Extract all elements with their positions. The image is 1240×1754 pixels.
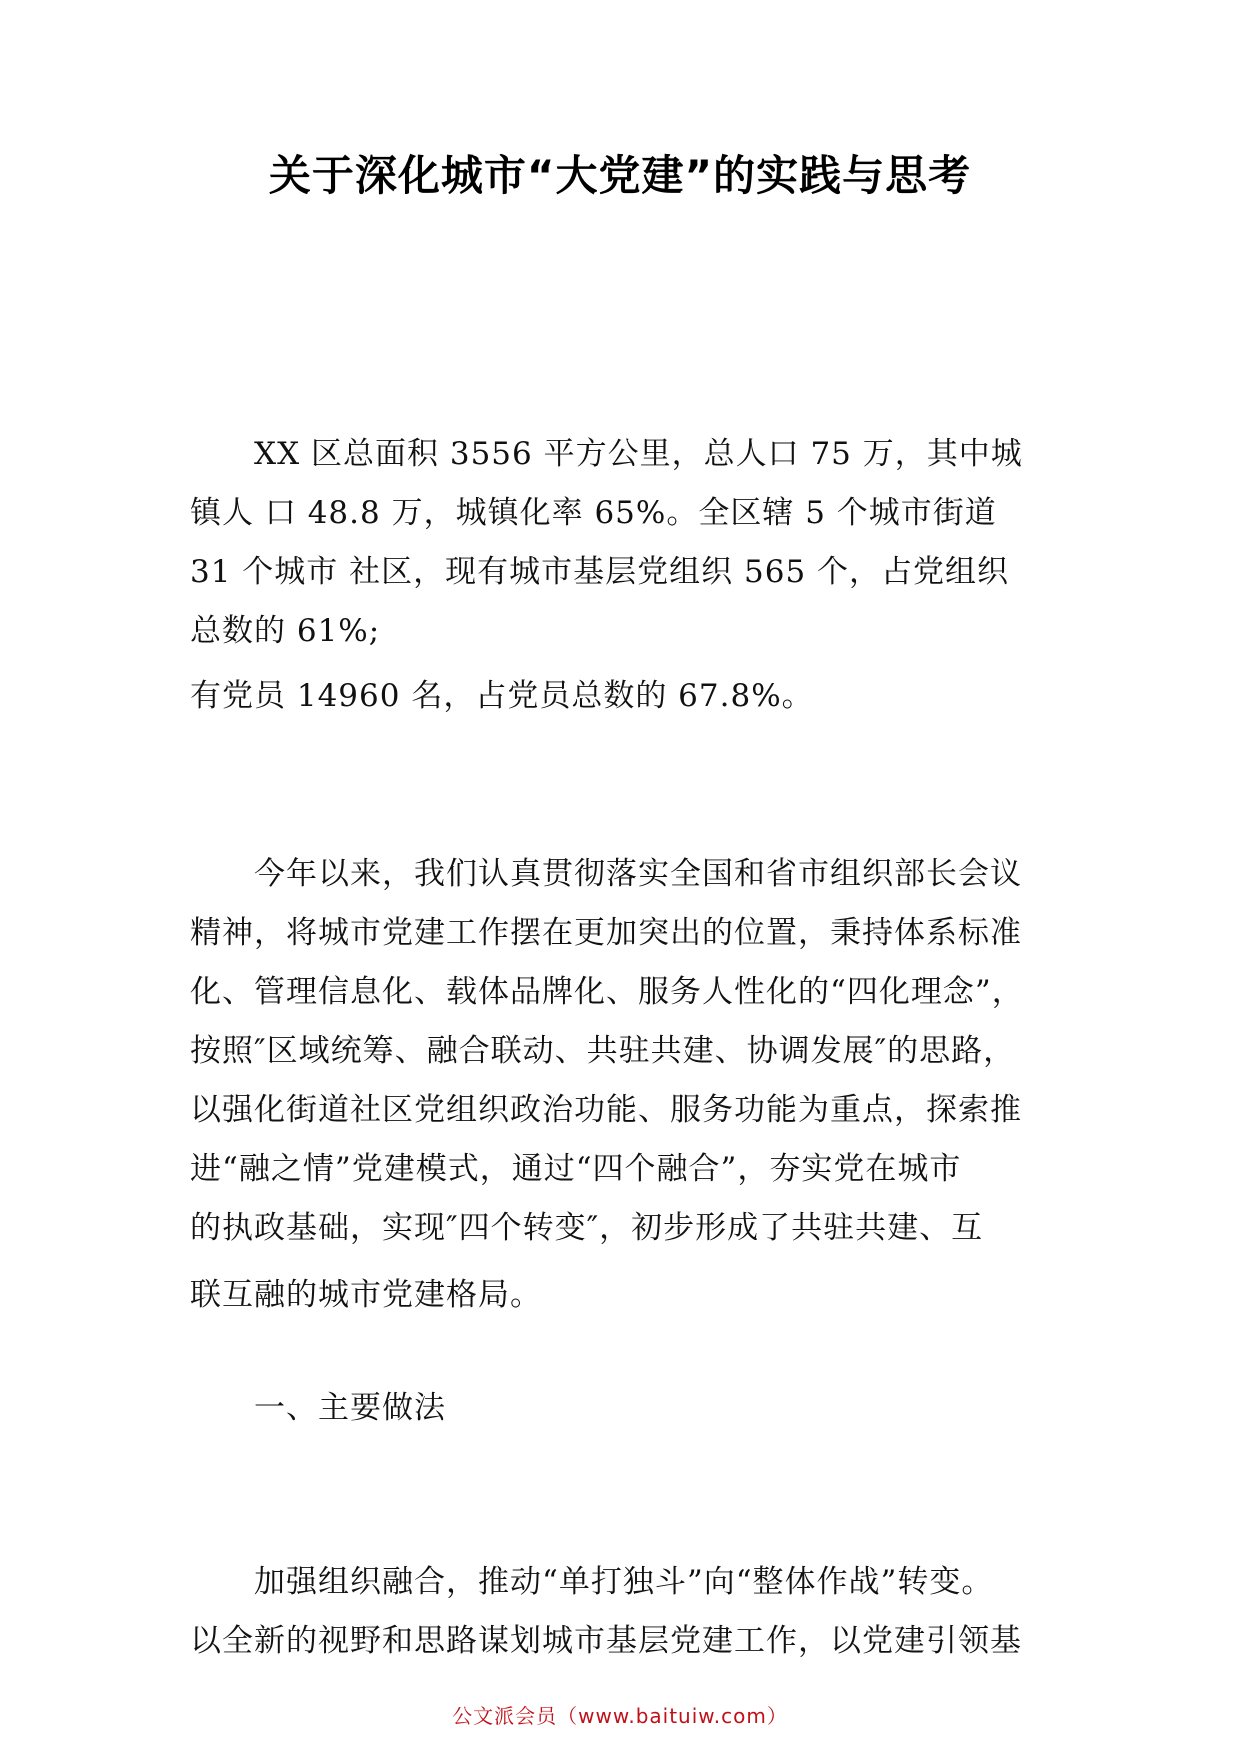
section-heading-1 — [190, 1379, 1070, 1438]
paragraph-line: 总数的 61%; — [190, 613, 381, 649]
paragraph-members — [190, 667, 1070, 726]
paragraph-line: 镇人 口 48.8 万，城镇化率 65%。全区辖 5 个城市街道 — [190, 495, 997, 531]
paragraph-organization — [190, 1553, 1070, 1671]
document-title: 关于深化城市“大党建”的实践与思考 — [268, 151, 972, 200]
paragraph-line: 按照″区域统筹、融合联动、共驻共建、协调发展″的思路， — [190, 1033, 1016, 1069]
paragraph-overview — [190, 425, 1070, 661]
paragraph-introduction — [190, 845, 1070, 1325]
page-footer-watermark: 公文派会员（www.baituiw.com） — [452, 1704, 788, 1728]
paragraph-line: XX 区总面积 3556 平方公里，总人口 75 万，其中城 — [254, 436, 1023, 472]
paragraph-line: 以全新的视野和思路谋划城市基层党建工作，以党建引领基 — [190, 1623, 1022, 1659]
section-heading-text: 一、主要做法 — [254, 1390, 446, 1426]
paragraph-line: 31 个城市 社区，现有城市基层党组织 565 个，占党组织 — [190, 554, 1010, 590]
paragraph-line: 有党员 14960 名，占党员总数的 67.8%。 — [190, 678, 814, 714]
paragraph-line: 联互融的城市党建格局。 — [190, 1277, 542, 1313]
paragraph-line: 精神，将城市党建工作摆在更加突出的位置，秉持体系标准 — [190, 915, 1022, 951]
paragraph-line: 加强组织融合，推动“单打独斗”向“整体作战”转变。 — [254, 1564, 994, 1600]
paragraph-line: 的执政基础，实现″四个转变″，初步形成了共驻共建、互 — [190, 1210, 984, 1246]
paragraph-line: 进“融之情”党建模式，通过“四个融合”，夯实党在城市 — [190, 1151, 962, 1187]
paragraph-line: 今年以来，我们认真贯彻落实全国和省市组织部长会议 — [254, 856, 1022, 892]
paragraph-line: 以强化街道社区党组织政治功能、服务功能为重点，探索推 — [190, 1092, 1022, 1128]
paragraph-line: 化、管理信息化、载体品牌化、服务人性化的“四化理念”， — [190, 974, 1024, 1010]
